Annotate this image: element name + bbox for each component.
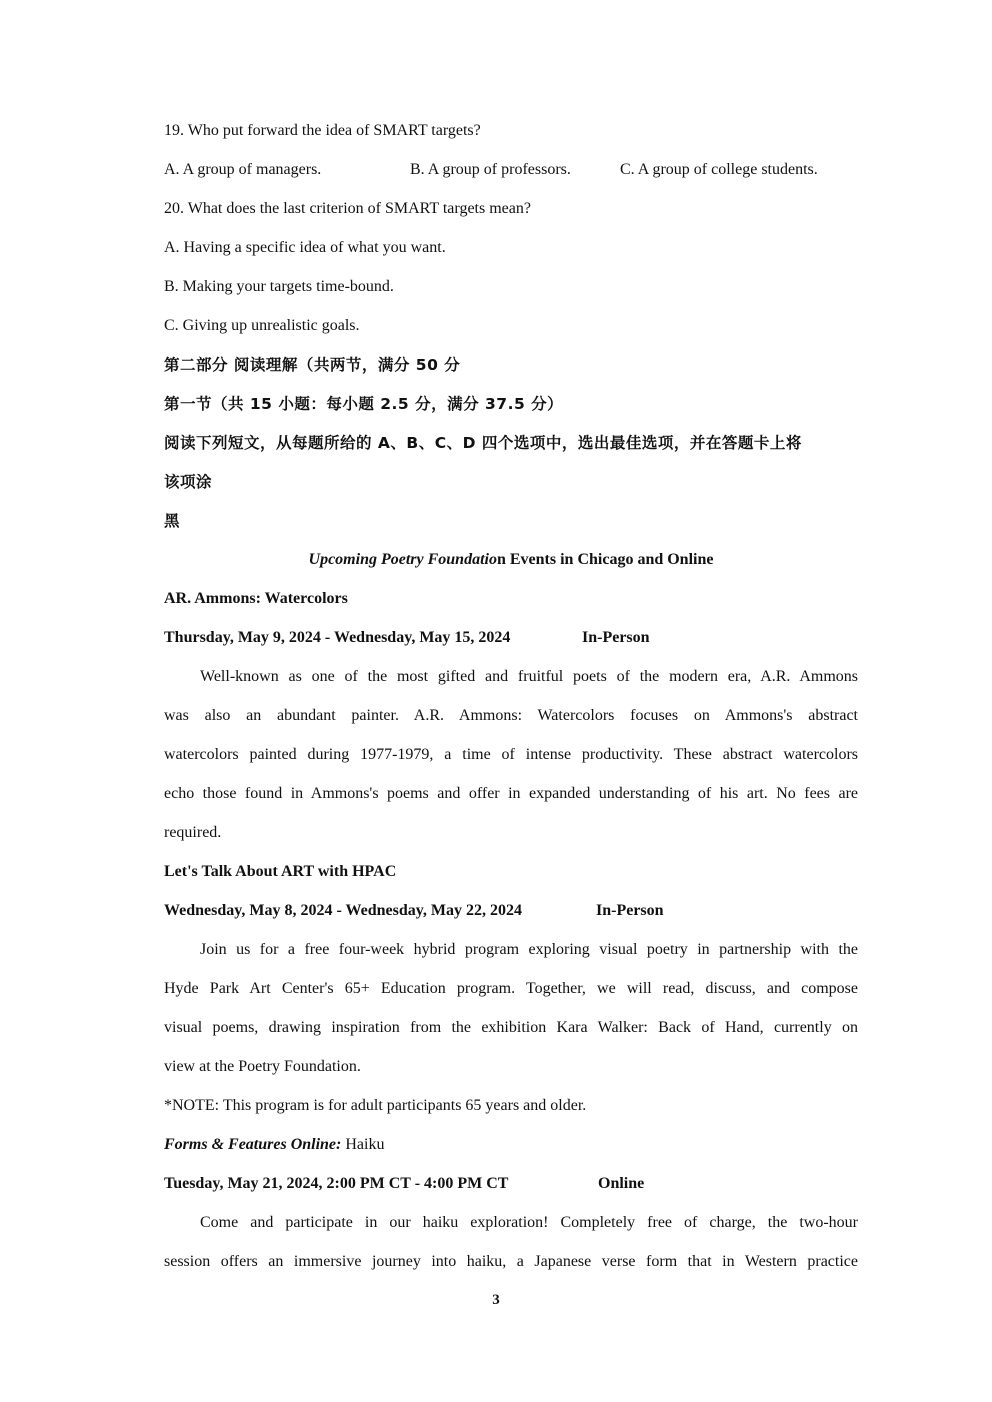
q20-option-a: A. Having a specific idea of what you want. xyxy=(164,239,446,256)
event-3-name xyxy=(164,1134,384,1156)
event-2-desc-line: Join us for a free four-week hybrid program exploring visual poetry in partnership with the xyxy=(200,941,858,958)
event-1-desc-line: watercolors painted during 1977-1979, a time of intense productivity. These abstract watercolors xyxy=(164,746,858,763)
part-2-heading: 第二部分 阅读理解（共两节，满分 50 分 xyxy=(164,356,461,374)
question-20: 20. What does the last criterion of SMART targets mean? xyxy=(164,200,531,217)
event-1-dates: Thursday, May 9, 2024 - Wednesday, May 15, 2024 xyxy=(164,629,511,646)
event-1-name: AR. Ammons: Watercolors xyxy=(164,590,348,607)
section-1-heading: 第一节（共 15 小题：每小题 2.5 分，满分 37.5 分） xyxy=(164,395,564,413)
event-3-mode: Online xyxy=(598,1175,645,1192)
event-2-mode: In-Person xyxy=(596,902,664,919)
event-2-desc-line: visual poems, drawing inspiration from the exhibition Kara Walker: Back of Hand, currently on xyxy=(164,1019,858,1036)
event-1-desc-line: echo those found in Ammons's poems and offer in expanded understanding of his art. No fees are xyxy=(164,785,858,802)
event-3-name-italic: Forms & Features Online: xyxy=(164,1136,342,1153)
page-number: 3 xyxy=(492,1292,500,1308)
q20-option-b: B. Making your targets time-bound. xyxy=(164,278,394,295)
article-title xyxy=(164,549,858,571)
article-title-rest: n Events in Chicago and Online xyxy=(496,551,714,568)
q19-option-a: A. A group of managers. xyxy=(164,161,322,178)
event-3-name-rest: Haiku xyxy=(341,1136,385,1153)
q20-option-c: C. Giving up unrealistic goals. xyxy=(164,317,360,334)
event-2-note: *NOTE: This program is for adult participants 65 years and older. xyxy=(164,1097,587,1114)
question-19: 19. Who put forward the idea of SMART targets? xyxy=(164,122,481,139)
event-3-dates: Tuesday, May 21, 2024, 2:00 PM CT - 4:00 PM CT xyxy=(164,1175,509,1192)
article-title-italic: Upcoming Poetry Foundatio xyxy=(308,551,497,568)
event-1-desc-line: was also an abundant painter. A.R. Ammons: Watercolors focuses on Ammons's abstract xyxy=(164,707,858,724)
event-3-desc-line: session offers an immersive journey into haiku, a Japanese verse form that in Western practice xyxy=(164,1253,858,1270)
event-2-desc-line: Hyde Park Art Center's 65+ Education program. Together, we will read, discuss, and compose xyxy=(164,980,858,997)
event-3-desc-line: Come and participate in our haiku exploration! Completely free of charge, the two-hour xyxy=(200,1214,858,1231)
q19-option-b: B. A group of professors. xyxy=(410,161,571,178)
event-1-desc-line: required. xyxy=(164,824,222,841)
instructions-line-3: 黑 xyxy=(164,512,181,530)
event-2-desc-line: view at the Poetry Foundation. xyxy=(164,1058,361,1075)
event-1-mode: In-Person xyxy=(582,629,650,646)
instructions-line-2: 该项涂 xyxy=(164,473,213,491)
event-2-dates: Wednesday, May 8, 2024 - Wednesday, May 22, 2024 xyxy=(164,902,522,919)
instructions-line-1: 阅读下列短文，从每题所给的 A、B、C、D 四个选项中，选出最佳选项，并在答题卡上将 xyxy=(164,434,802,452)
event-1-desc-line: Well-known as one of the most gifted and fruitful poets of the modern era, A.R. Ammons xyxy=(200,668,858,685)
q19-option-c: C. A group of college students. xyxy=(620,161,818,178)
event-2-name: Let's Talk About ART with HPAC xyxy=(164,863,397,880)
